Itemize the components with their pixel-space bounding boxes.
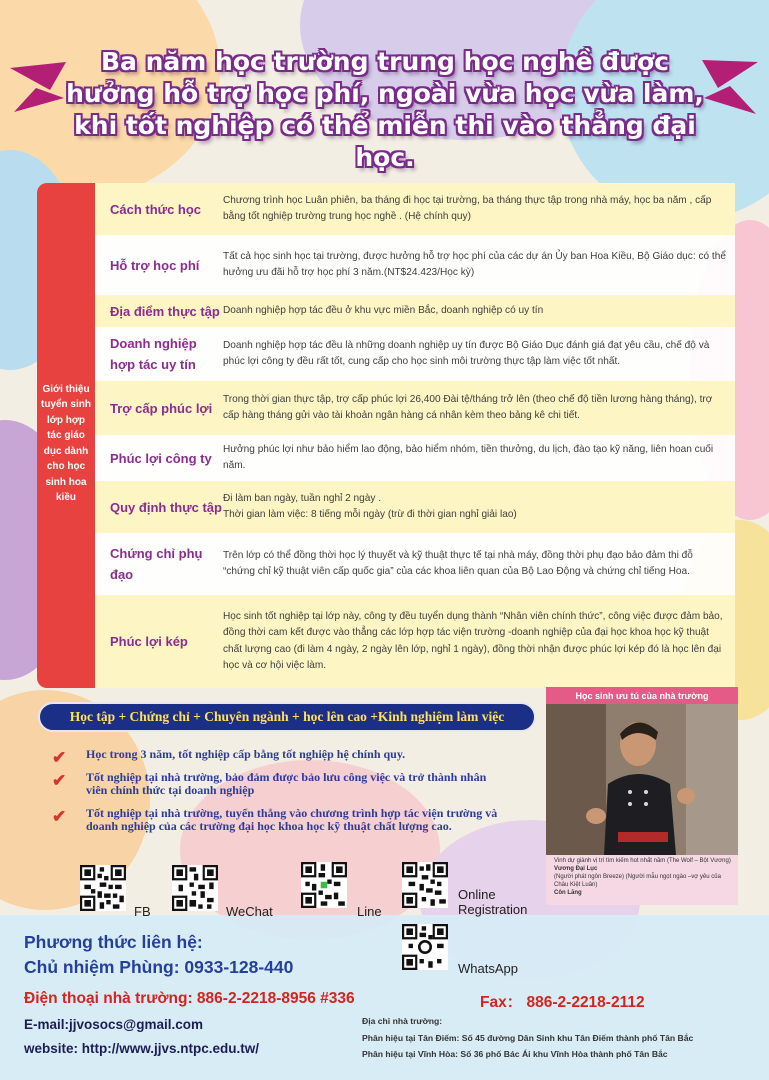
website-link[interactable]: website: http://www.jjvs.ntpc.edu.tw/ bbox=[24, 1041, 260, 1056]
student-photo bbox=[546, 704, 738, 855]
table-row bbox=[95, 183, 735, 235]
row-description: Trên lớp có thể đồng thời học lý thuyết và kỹ thuật thực tế tại nhà máy, đồng thời phụ đạo bảo đảm thi đỗ “chứng chỉ kỹ thuật viên cấp quốc gia” của các khoa liên quan của Bộ Lao Động và chứng chỉ tiếng Hoa. bbox=[223, 549, 693, 577]
row-description: Chương trình học Luân phiên, ba tháng đi học tại trường, ba tháng thực tập trong nhà máy, học ba năm , cấp bằng tốt nghiệp trường trung học nghề . (Hệ chính quy) bbox=[223, 194, 712, 222]
online-registration-qr-code[interactable] bbox=[402, 862, 448, 908]
table-row bbox=[95, 327, 735, 381]
list-item bbox=[52, 807, 532, 833]
table-row bbox=[95, 235, 735, 295]
row-description: Doanh nghiệp hợp tác đều là những doanh nghiệp uy tín được Bộ Giáo Dục đánh giá đạt yêu cầu, chế độ và phúc lợi công ty đều rất tốt, cung cấp cho học sinh môi trường thực tập làm việc tốt nhất. bbox=[223, 339, 710, 367]
row-description: Hưởng phúc lợi như bảo hiểm lao động, bảo hiểm nhóm, tiền thưởng, du lịch, đào tạo kỹ năng, liên hoan cuối năm. bbox=[223, 443, 714, 471]
featured-student-header: Học sinh ưu tú của nhà trường bbox=[546, 687, 738, 704]
row-label: Phúc lợi kép bbox=[110, 634, 188, 649]
caption-line: (Người phát ngôn Breeze) (Người mẫu ngọt ngào –vợ yêu của Châu Kiệt Luân) bbox=[554, 874, 721, 888]
table-side-label: Giới thiệu tuyển sinh lớp hợp tác giáo dục dành cho học sinh hoa kiều bbox=[40, 383, 91, 503]
row-label: Quy định thực tập bbox=[110, 499, 222, 515]
address-vinh-hoa: Phân hiệu tại Vĩnh Hòa: Số 36 phố Bác Ái khu Vĩnh Hòa thành phố Tân Bắc bbox=[362, 1049, 668, 1059]
line-label: Line bbox=[357, 904, 382, 919]
photo-caption bbox=[554, 857, 734, 897]
table-row bbox=[95, 481, 735, 533]
checkmark-icon: ✔ bbox=[52, 748, 67, 767]
row-label: Hỗ trợ học phí bbox=[110, 257, 200, 273]
fb-label: FB bbox=[134, 904, 151, 919]
row-description: Trong thời gian thực tập, trợ cấp phúc lợi 26,400 Đài tệ/tháng trở lên (theo chế độ tiền lương hàng tháng), trợ cấp hàng tháng gửi vào tài khoản ngân hàng cá nhân kèm theo bảng kê chi tiết. bbox=[223, 393, 713, 421]
checkmark-icon: ✔ bbox=[52, 807, 67, 826]
address-heading: Địa chỉ nhà trường: bbox=[362, 1016, 443, 1026]
whatsapp-label: WhatsApp bbox=[458, 961, 518, 976]
caption-name: Vương Đại Lục bbox=[554, 866, 598, 872]
row-label: Trợ cấp phúc lợi bbox=[110, 400, 213, 416]
row-description: Học sinh tốt nghiệp tại lớp này, công ty đều tuyển dụng thành “Nhân viên chính thức”, công việc được đảm bảo, đồng thời cam kết được vào thẳng các lớp hợp tác viện trường -doanh nghiệp của đại học khoa học kỹ thuật chất lượng cao (đi làm 4 ngày, 2 ngày lên lớp, nghỉ 1 ngày), đồng thời nhận được phúc lợi kép đó là học lên đại học và cơ hội việc làm. bbox=[223, 610, 723, 671]
address-tan-diem: Phân hiệu tại Tân Điếm: Số 45 đường Dân Sinh khu Tân Điếm thành phố Tân Bắc bbox=[362, 1033, 694, 1043]
table-row bbox=[95, 295, 735, 327]
slogan-banner: Học tập + Chứng chỉ + Chuyên ngành + học lên cao +Kinh nghiệm làm việc bbox=[38, 702, 536, 732]
contact-person: Chủ nhiệm Phùng: 0933-128-440 bbox=[24, 957, 294, 977]
row-description: Doanh nghiệp hợp tác đều ở khu vực miền Bắc, doanh nghiệp có uy tín bbox=[223, 304, 544, 316]
row-label: Địa điểm thực tập bbox=[110, 303, 220, 319]
benefits-list bbox=[52, 748, 532, 843]
wechat-qr-code[interactable] bbox=[172, 865, 218, 911]
online-registration-label: Online Registration bbox=[458, 887, 528, 917]
school-phone: Điện thoại nhà trường: 886-2-2218-8956 #336 bbox=[24, 990, 355, 1007]
row-label: Phúc lợi công ty bbox=[110, 450, 212, 466]
featured-student-card bbox=[546, 687, 738, 905]
title-line-1: Ba năm học trường trung học nghề được bbox=[100, 47, 669, 76]
whatsapp-qr-code[interactable] bbox=[402, 924, 448, 970]
caption-name: Côn Lăng bbox=[554, 890, 582, 896]
email-link[interactable]: E-mail:jjvosocs@gmail.com bbox=[24, 1017, 203, 1032]
fb-qr-code[interactable] bbox=[80, 865, 126, 911]
list-item bbox=[52, 747, 532, 767]
checkmark-icon: ✔ bbox=[52, 771, 67, 790]
table-row bbox=[95, 381, 735, 435]
list-item bbox=[52, 771, 532, 797]
line-qr-code[interactable] bbox=[301, 862, 347, 908]
poster-title bbox=[60, 46, 710, 174]
table-row bbox=[95, 595, 735, 688]
row-label: Chứng chỉ phụ đạo bbox=[110, 546, 203, 582]
table-row bbox=[95, 435, 735, 481]
benefit-text: Tốt nghiệp tại nhà trường, bảo đảm được bảo lưu công việc và trở thành nhân viên chính thức tại doanh nghiệp bbox=[86, 770, 487, 797]
table-row bbox=[95, 533, 735, 595]
caption-line: Vinh dự giành vị trí tìm kiếm hot nhất năm (The Wolf – Bột Vương) bbox=[554, 858, 731, 864]
benefit-text: Tốt nghiệp tại nhà trường, tuyển thẳng vào chương trình hợp tác viện trường và doanh nghiệp của các trường đại học khoa học kỹ thuật chất lượng cao. bbox=[86, 806, 498, 833]
title-line-2: hưởng hỗ trợ học phí, ngoài vừa học vừa làm, bbox=[66, 79, 704, 108]
contact-method-heading: Phương thức liên hệ: bbox=[24, 932, 203, 952]
title-line-3: khi tốt nghiệp có thể miễn thi vào thẳng đại học. bbox=[74, 111, 696, 172]
wechat-label: WeChat bbox=[226, 904, 273, 919]
row-label: Doanh nghiệp hợp tác uy tín bbox=[110, 336, 197, 372]
school-fax: Fax： 886-2-2218-2112 bbox=[480, 994, 645, 1011]
benefit-text: Học trong 3 năm, tốt nghiệp cấp bằng tốt nghiệp hệ chính quy. bbox=[86, 747, 406, 761]
row-description: Đi làm ban ngày, tuần nghỉ 2 ngày . Thời gian làm việc: 8 tiếng mỗi ngày (trừ đi thời gian nghỉ giải lao) bbox=[223, 492, 517, 520]
table-side-label-box bbox=[37, 183, 95, 688]
row-description: Tất cả học sinh học tại trường, được hưởng hỗ trợ học phí của các dự án Ủy ban Hoa Kiều, Bộ Giáo dục: có thể hưởng ưu đãi hỗ trợ học phí 3 năm.(NT$24.423/Học kỳ) bbox=[223, 250, 726, 278]
row-label: Cách thức học bbox=[110, 201, 202, 217]
